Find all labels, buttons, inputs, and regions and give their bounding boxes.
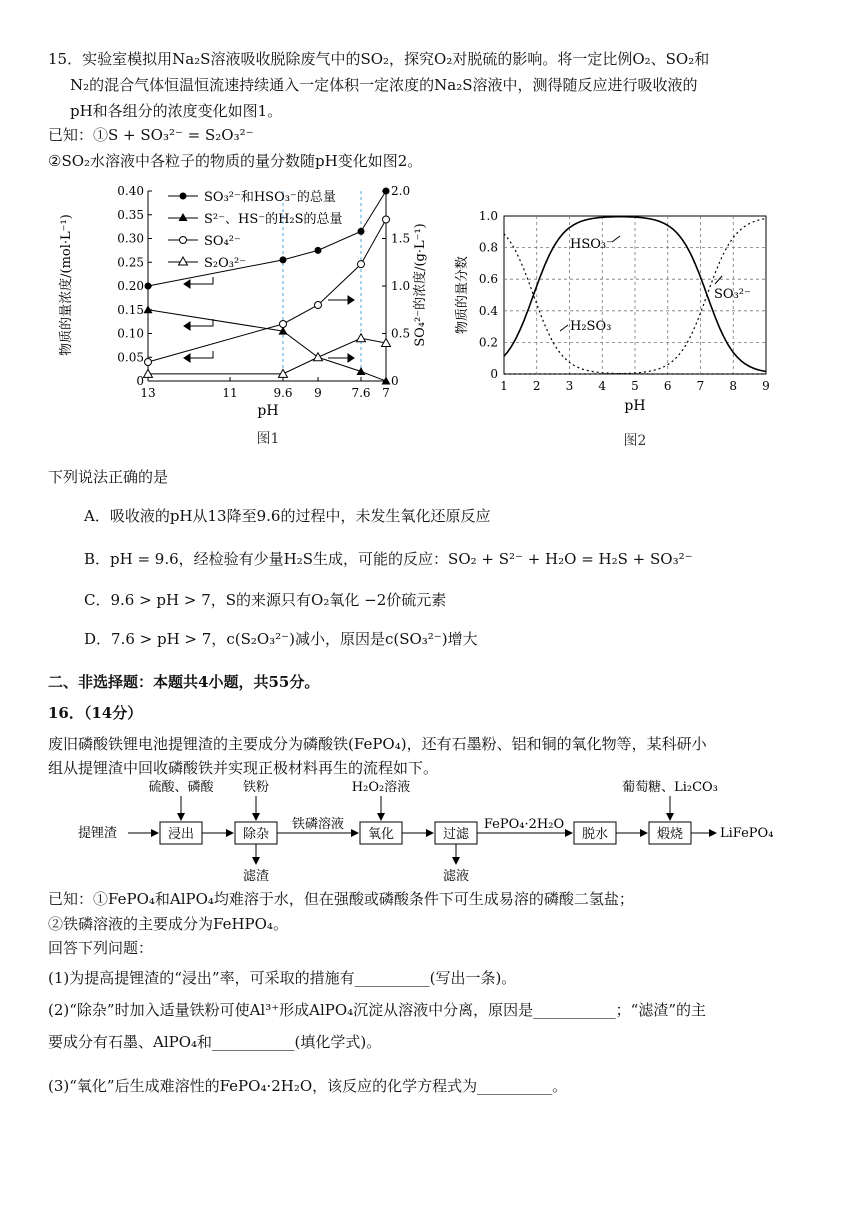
fig1-ytick-right-label: 1.5 xyxy=(391,231,411,246)
q16-sub-1: (1)为提高提锂渣的“浸出”率，可采取的措施有__________(写出一条)。 xyxy=(48,969,517,987)
fig2-ytick-label: 0.8 xyxy=(478,240,498,255)
fig2-ytick-label: 0.4 xyxy=(478,303,498,318)
known-label: 已知： xyxy=(48,126,94,144)
fig2-xtick-label: 5 xyxy=(631,379,639,393)
flow-step-1: 浸出 xyxy=(167,827,195,842)
q16-sub-3: (3)“氧化”后生成难溶性的FePO₄·2H₂O，该反应的化学方程式为__________。 xyxy=(48,1077,568,1095)
arrowhead-right-1 xyxy=(348,296,354,304)
legend-4: S₂O₃²⁻ xyxy=(204,256,247,271)
arrow-left-2 xyxy=(190,319,213,326)
fig2-xtick-label: 1 xyxy=(500,379,508,393)
fig2-pointer-1 xyxy=(612,236,620,242)
flow-label-fepo4: FePO₄·2H₂O xyxy=(483,817,565,832)
arrow-left-3 xyxy=(190,351,213,358)
fig2-xtick-label: 6 xyxy=(663,379,672,393)
fig2-label-so3: SO₃²⁻ xyxy=(714,287,751,302)
arrowhead-left-1 xyxy=(184,280,190,288)
process-flow-diagram xyxy=(78,776,798,886)
fig1-ytick-right-label: 0.5 xyxy=(391,326,411,341)
fig1-ytick-left-label: 0.30 xyxy=(117,231,144,246)
fig2-ylabel: 物质的量分数 xyxy=(455,255,470,335)
fig1-point xyxy=(280,321,287,328)
arrowhead-left-2 xyxy=(184,322,190,330)
flow-waste-1: 滤渣 xyxy=(242,869,270,884)
fig1-point xyxy=(383,216,390,223)
q16-heading: 16．（14分） xyxy=(48,704,143,722)
figure-2-chart xyxy=(450,190,790,455)
fig1-ytick-left-label: 0.40 xyxy=(117,184,144,198)
fig1-point xyxy=(314,353,323,361)
q16-sub-2b: 要成分有石墨、AlPO₄和___________(填化学式)。 xyxy=(48,1033,382,1051)
flow-product: LiFePO₄ xyxy=(720,826,774,841)
fig2-ytick-label: 0.2 xyxy=(478,335,498,350)
fig1-ytick-right-label: 1.0 xyxy=(391,279,411,293)
flow-reagent-3: H₂O₂溶液 xyxy=(351,780,411,795)
flow-waste-2: 滤液 xyxy=(442,869,470,884)
fig2-xtick-label: 8 xyxy=(729,379,738,393)
fig1-ytick-left-label: 0.10 xyxy=(117,326,144,341)
fig1-x-ticks xyxy=(140,377,389,400)
legend-3: SO₄²⁻ xyxy=(204,234,241,249)
fig1-point xyxy=(358,228,365,235)
fig1-point xyxy=(357,334,366,342)
flow-step-3: 氧化 xyxy=(367,827,395,842)
q15-line2: N₂的混合气体恒温恒流速持续通入一定体积一定浓度的Na₂S溶液中，测得随反应进行吸收液的 xyxy=(70,76,698,94)
fig1-ytick-left-label: 0 xyxy=(136,374,144,388)
legend-marker-open-triangle xyxy=(179,257,188,265)
fig1-ytick-right-label: 0 xyxy=(391,374,399,388)
legend-marker-filled-triangle xyxy=(179,213,188,221)
flow-reagent-1: 硫酸、磷酸 xyxy=(148,780,214,795)
legend-marker-open-circle xyxy=(180,237,187,244)
flow-label-fe-p-solution: 铁磷溶液 xyxy=(291,817,345,832)
fig1-xtick-label: 11 xyxy=(222,386,238,400)
q16-known-label: 已知： xyxy=(48,890,94,908)
fig2-ytick-label: 0.6 xyxy=(478,272,498,287)
flow-step-5: 脱水 xyxy=(581,827,609,842)
fig2-label-hso3: HSO₃⁻ xyxy=(570,237,613,252)
flow-reagent-2: 铁粉 xyxy=(242,780,270,795)
flow-step-4: 过滤 xyxy=(442,827,470,842)
fig1-ytick-left-label: 0.25 xyxy=(117,255,144,270)
q16-known-1 xyxy=(48,888,634,910)
fig1-point xyxy=(280,256,287,263)
q16-para-1: 废旧磷酸铁锂电池提锂渣的主要成分为磷酸铁(FePO₄)，还有石墨粉、铝和铜的氧化物等，某科研小 xyxy=(48,735,707,753)
fig2-label-h2so3: H₂SO₃ xyxy=(570,319,612,334)
fig1-point xyxy=(145,283,152,290)
q15-line1: 15．实验室模拟用Na₂S溶液吸收脱除废气中的SO₂，探究O₂对脱硫的影响。将一定比例O₂、SO₂和 xyxy=(48,50,710,68)
flow-start: 提锂渣 xyxy=(78,826,118,841)
q16-known-2: ②铁磷溶液的主要成分为FeHPO₄。 xyxy=(48,915,288,933)
fig2-pointer-3 xyxy=(560,325,568,331)
q16-para-2: 组从提锂渣中回收磷酸铁并实现正极材料再生的流程如下。 xyxy=(48,759,439,777)
q15-question: 下列说法正确的是 xyxy=(48,468,169,486)
fig1-point xyxy=(315,302,322,309)
fig2-xtick-label: 2 xyxy=(532,379,541,393)
fig1-point xyxy=(357,367,366,375)
option-a: A．吸收液的pH从13降至9.6的过程中，未发生氧化还原反应 xyxy=(84,507,491,525)
arrowhead-left-3 xyxy=(184,354,190,362)
option-d: D．7.6 > pH > 7，c(S₂O₃²⁻)减小，原因是c(SO₃²⁻)增大 xyxy=(84,630,478,648)
fig1-ytick-left-label: 0.05 xyxy=(117,350,144,365)
fig1-point xyxy=(358,261,365,268)
fig2-xtick-label: 7 xyxy=(696,379,705,393)
figure-1-chart xyxy=(48,175,428,455)
fig1-point xyxy=(145,359,152,366)
fig1-ytick-left-label: 0.15 xyxy=(117,302,144,317)
known-reaction: ①S + SO₃²⁻ = S₂O₃²⁻ xyxy=(93,126,254,144)
legend-2: S²⁻、HS⁻的H₂S的总量 xyxy=(204,212,343,227)
fig1-xtick-label: 9.6 xyxy=(273,386,293,400)
fig1-xlabel: pH xyxy=(257,403,279,419)
q16-known-1-text: ①FePO₄和AlPO₄均难溶于水，但在强酸或磷酸条件下可生成易溶的磷酸二氢盐； xyxy=(93,890,634,908)
fig1-ytick-right-label: 2.0 xyxy=(391,184,411,198)
section-2-heading: 二、非选择题：本题共4小题，共55分。 xyxy=(48,673,320,691)
fig1-xtick-label: 13 xyxy=(140,386,156,400)
flow-step-6: 煅烧 xyxy=(656,827,684,842)
fig2-pointer-2 xyxy=(715,276,722,284)
option-c: C．9.6 > pH > 7，S的来源只有O₂氧化 −2价硫元素 xyxy=(84,591,447,609)
q16-answer-prompt: 回答下列问题： xyxy=(48,939,154,957)
arrowhead-right-2 xyxy=(348,354,354,362)
q15-known-2: ②SO₂水溶液中各粒子的物质的量分数随pH变化如图2。 xyxy=(48,152,423,170)
fig2-xtick-label: 4 xyxy=(598,379,607,393)
fig1-ylabel-right: SO₄²⁻的浓度/(g·L⁻¹) xyxy=(413,223,428,347)
fig2-xlabel: pH xyxy=(624,398,646,414)
fig1-point xyxy=(315,247,322,254)
fig2-xtick-label: 9 xyxy=(762,379,770,393)
q15-known-1 xyxy=(48,124,254,146)
fig2-caption: 图2 xyxy=(623,433,647,449)
q16-sub-2a: (2)“除杂”时加入适量铁粉可使Al³⁺形成AlPO₄沉淀从溶液中分离，原因是___________；“滤渣”的主 xyxy=(48,1001,707,1019)
fig1-xtick-label: 7 xyxy=(382,386,390,400)
fig1-ytick-left-label: 0.20 xyxy=(117,279,144,293)
flow-reagent-4: 葡萄糖、Li₂CO₃ xyxy=(622,780,718,795)
legend-marker-filled-circle xyxy=(180,193,187,200)
fig1-ytick-left-label: 0.35 xyxy=(117,207,144,222)
fig2-xtick-label: 3 xyxy=(565,379,574,393)
q15-line3: pH和各组分的浓度变化如图1。 xyxy=(70,102,283,120)
option-b: B．pH = 9.6，经检验有少量H₂S生成，可能的反应：SO₂ + S²⁻ + H₂O = H₂S + SO₃²⁻ xyxy=(84,550,693,568)
arrow-left-1 xyxy=(190,277,213,284)
fig1-series-line-2 xyxy=(148,310,386,381)
fig1-caption: 图1 xyxy=(256,431,280,447)
fig1-ylabel-left: 物质的量浓度/(mol·L⁻¹) xyxy=(59,214,74,356)
fig2-ytick-label: 1.0 xyxy=(478,209,498,223)
fig1-point xyxy=(383,188,390,195)
fig1-legend xyxy=(168,190,343,271)
fig1-xtick-label: 9 xyxy=(314,386,322,400)
flow-step-2: 除杂 xyxy=(242,827,270,842)
fig2-ytick-label: 0 xyxy=(490,367,498,381)
legend-1: SO₃²⁻和HSO₃⁻的总量 xyxy=(204,190,336,205)
fig1-xtick-label: 7.6 xyxy=(351,386,371,400)
